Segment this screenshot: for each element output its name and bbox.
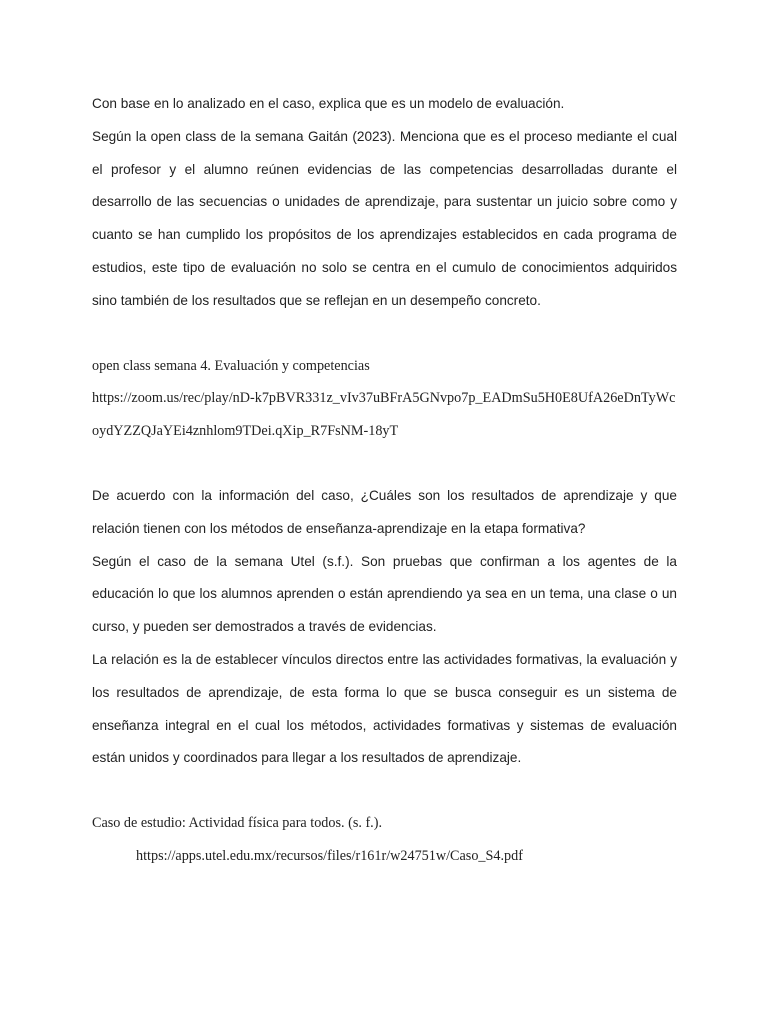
spacer <box>92 318 677 350</box>
reference-1-title: open class semana 4. Evaluación y competencias <box>92 357 370 374</box>
question-2: De acuerdo con la información del caso, ¿Cuáles son los resultados de aprendizaje y que relación tienen con los métodos de enseñanza-aprendizaje en la etapa formativa? <box>92 487 677 536</box>
question-1: Con base en lo analizado en el caso, explica que es un modelo de evaluación. <box>92 96 565 111</box>
answer-2a: Según el caso de la semana Utel (s.f.). Son pruebas que confirman a los agentes de la educación lo que los alumnos aprenden o están aprendiendo ya sea en un tema, una clase o un curso, y pueden ser demostrados a través de evidencias. <box>92 553 677 635</box>
spacer <box>92 775 677 807</box>
answer-1: Según la open class de la semana Gaitán (2023). Menciona que es el proceso mediante el cual el profesor y el alumno reúnen evidencias de las competencias desarrolladas durante el desarrollo de las secuencias o unidades de aprendizaje, para sustentar un juicio sobre como y cuanto se han cumplido los propósitos de los aprendizajes establecidos en cada programa de estudios, este tipo de evaluación no solo se centra en el cumulo de conocimientos adquiridos sino también de los resultados que se reflejan en un desempeño concreto. <box>92 128 677 308</box>
document-body <box>92 88 677 873</box>
spacer <box>92 448 677 480</box>
reference-1-url[interactable]: https://zoom.us/rec/play/nD-k7pBVR331z_vIv37uBFrA5GNvpo7p_EADmSu5H0E8UfA26eDnTyWcoydYZZQJaYEi4znhlom9TDei.qXip_R7FsNM-18yT <box>92 390 676 440</box>
answer-2b: La relación es la de establecer vínculos directos entre las actividades formativas, la evaluación y los resultados de aprendizaje, de esta forma lo que se busca conseguir es un sistema de enseñanza integral en el cual los métodos, actividades formativas y sistemas de evaluación están unidos y coordinados para llegar a los resultados de aprendizaje. <box>92 651 677 766</box>
reference-2-title: Caso de estudio: Actividad física para todos. (s. f.). <box>92 815 382 832</box>
reference-2-url[interactable]: https://apps.utel.edu.mx/recursos/files/r161r/w24751w/Caso_S4.pdf <box>136 847 523 864</box>
